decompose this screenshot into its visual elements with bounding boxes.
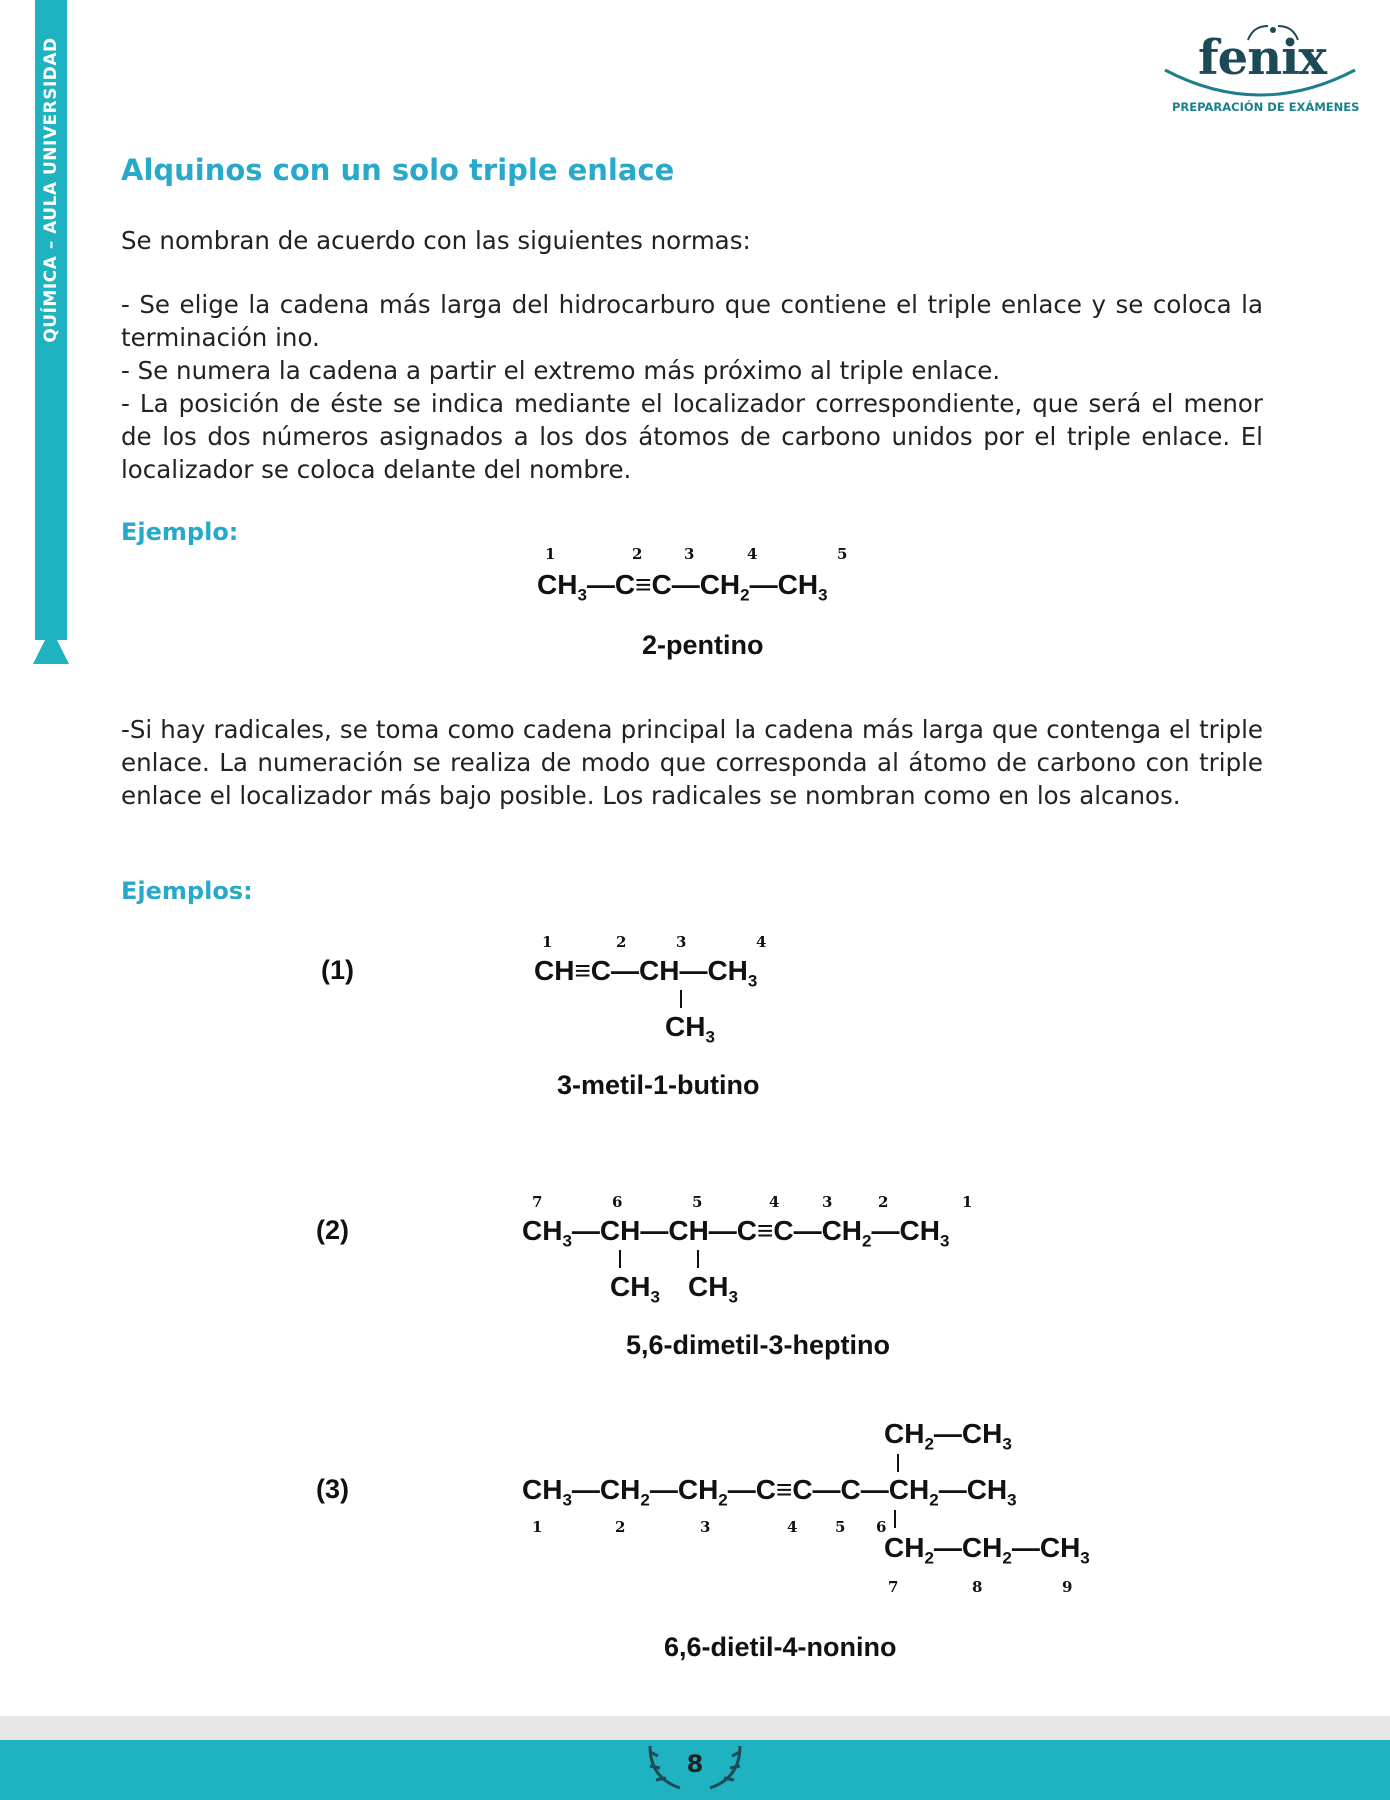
compound-name: 6,6-dietil-4-nonino xyxy=(664,1632,897,1662)
bond-line xyxy=(680,990,682,1008)
logo-name: fenix xyxy=(1198,30,1326,86)
methyl-branch: $CH_3$ xyxy=(688,1271,738,1307)
locant: 6 xyxy=(612,1193,623,1211)
locant: 2 xyxy=(615,1518,626,1536)
bond-line xyxy=(619,1250,621,1268)
locant: 4 xyxy=(756,933,767,951)
rule-1: - Se elige la cadena más larga del hidrocarburo que contiene el triple enlace y se coloca la terminación ino. xyxy=(121,290,1263,352)
structural-formula: $CH_3—C\equiv C—CH_2—CH_3$ xyxy=(537,569,828,605)
locant: 1 xyxy=(545,545,556,563)
propyl-branch: $CH_2—CH_2—CH_3$ xyxy=(884,1532,1090,1568)
locant: 1 xyxy=(542,933,553,951)
logo-subtitle: PREPARACIÓN DE EXÁMENES xyxy=(1172,100,1360,114)
locant: 5 xyxy=(835,1518,846,1536)
locant: 5 xyxy=(837,545,848,563)
example-number: (2) xyxy=(316,1215,349,1245)
structural-formula: $CH_3—CH—CH—C\equiv C—CH_2—CH_3$ xyxy=(522,1215,950,1251)
locant: 5 xyxy=(692,1193,703,1211)
locant: 8 xyxy=(972,1578,983,1596)
bond-line xyxy=(894,1510,896,1528)
locant: 7 xyxy=(888,1578,899,1596)
methyl-branch: $CH_3$ xyxy=(665,1011,715,1047)
structural-formula: $CH_3—CH_2—CH_2—C\equiv C—C—CH_2—CH_3$ xyxy=(522,1474,1017,1510)
locant: 3 xyxy=(676,933,687,951)
methyl-branch: $CH_3$ xyxy=(610,1271,660,1307)
intro-text: Se nombran de acuerdo con las siguientes normas: xyxy=(121,226,751,255)
locant: 6 xyxy=(876,1518,887,1536)
bond-line xyxy=(897,1454,899,1472)
locant: 7 xyxy=(532,1193,543,1211)
locant: 2 xyxy=(632,545,643,563)
example-label: Ejemplo: xyxy=(121,518,239,546)
locant: 1 xyxy=(962,1193,973,1211)
structural-formula: $CH\equiv C—CH—CH_3$ xyxy=(534,955,758,991)
locant: 3 xyxy=(684,545,695,563)
locant: 3 xyxy=(822,1193,833,1211)
bond-line xyxy=(697,1250,699,1268)
locant: 3 xyxy=(700,1518,711,1536)
compound-name: 2-pentino xyxy=(642,630,764,660)
locant: 4 xyxy=(769,1193,780,1211)
locant: 2 xyxy=(878,1193,889,1211)
radicals-text: -Si hay radicales, se toma como cadena principal la cadena más larga que contenga el triple enlace. La numeración se realiza de modo que corresponda al átomo de carbono con triple enlace el localizador más bajo posible. Los radicales se nombran como en los alcanos. xyxy=(121,715,1263,810)
sidebar-label: QUÍMICA – AULA UNIVERSIDAD xyxy=(41,37,61,343)
locant: 4 xyxy=(747,545,758,563)
examples-label: Ejemplos: xyxy=(121,877,253,905)
rule-3: - La posición de éste se indica mediante el localizador correspondiente, que será el menor de los dos números asignados a los dos átomos de carbono unidos por el triple enlace. El localizador se coloca delante del nombre. xyxy=(121,389,1263,484)
page-number: 8 xyxy=(686,1750,704,1778)
locant: 9 xyxy=(1062,1578,1073,1596)
section-title: Alquinos con un solo triple enlace xyxy=(121,153,675,187)
compound-name: 3-metil-1-butino xyxy=(557,1070,760,1100)
locant: 2 xyxy=(616,933,627,951)
logo xyxy=(1160,22,1360,122)
rule-2: - Se numera la cadena a partir el extremo más próximo al triple enlace. xyxy=(121,356,1001,385)
example-number: (3) xyxy=(316,1474,349,1504)
ethyl-branch-top: $CH_2—CH_3$ xyxy=(884,1418,1012,1454)
locant: 4 xyxy=(787,1518,798,1536)
compound-name: 5,6-dimetil-3-heptino xyxy=(626,1330,891,1360)
example-number: (1) xyxy=(321,955,354,985)
side-arrow xyxy=(33,628,69,664)
locant: 1 xyxy=(532,1518,543,1536)
